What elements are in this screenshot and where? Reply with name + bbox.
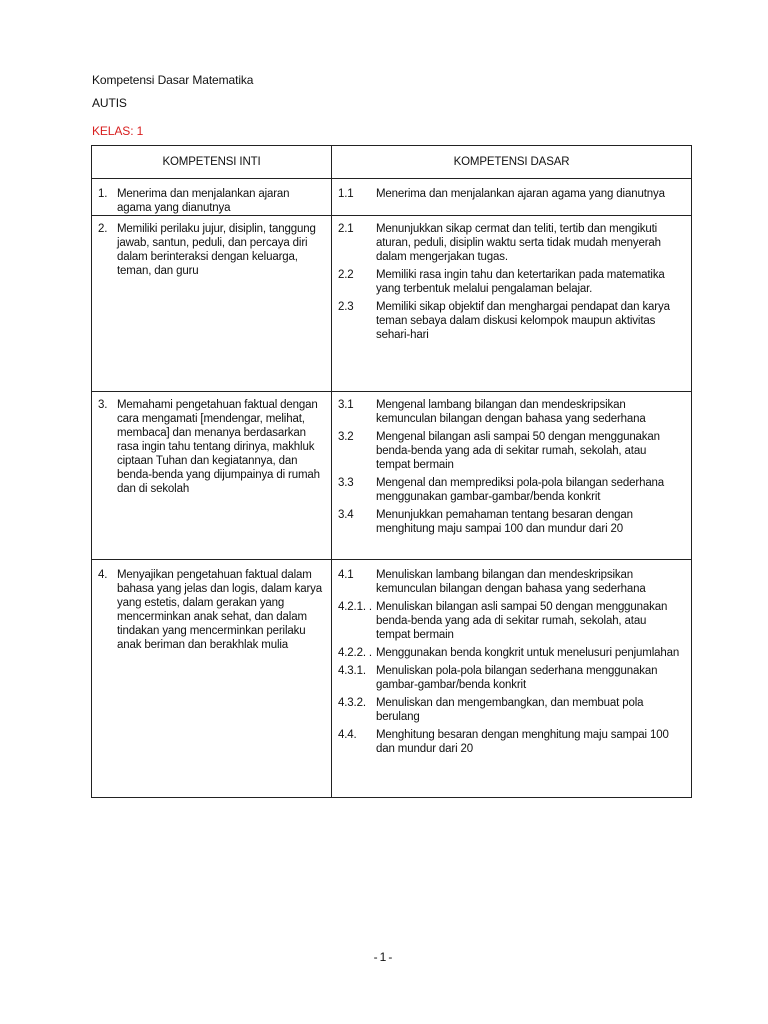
document-subtitle: AUTIS — [92, 96, 127, 110]
kd-number: 4.3.1. — [338, 665, 366, 677]
kd-item — [338, 430, 683, 472]
kd-number: 2.3 — [338, 301, 354, 313]
kd-item — [338, 696, 683, 724]
ki-text: Memiliki perilaku jujur, disiplin, tanggung jawab, santun, peduli, dan percaya diri dalam berinteraksi dengan keluarga, teman, dan guru — [117, 223, 316, 277]
kd-number: 4.4. — [338, 729, 357, 741]
kd-number: 3.2 — [338, 431, 354, 443]
kd-cell — [332, 560, 692, 798]
kd-text: Menunjukkan sikap cermat dan teliti, tertib dan mengikuti aturan, peduli, disiplin waktu serta tidak mudah menyerah dalam mengerjakan tugas. — [376, 223, 661, 263]
kd-text: Mengenal lambang bilangan dan mendeskripsikan kemunculan bilangan dengan bahasa yang sederhana — [376, 399, 646, 425]
ki-number: 3. — [98, 399, 108, 411]
kd-text: Memiliki rasa ingin tahu dan ketertarikan pada matematika yang terbentuk melalui pengalaman belajar. — [376, 269, 665, 295]
kd-item — [338, 300, 683, 342]
table-header-row — [92, 146, 692, 179]
kd-item — [338, 508, 683, 536]
kd-item — [338, 476, 683, 504]
ki-text: Menyajikan pengetahuan faktual dalam bahasa yang jelas dan logis, dalam karya yang estetis, dalam gerakan yang mencerminkan anak sehat, dan dalam tindakan yang mencerminkan perilaku anak beriman dan berakhlak mulia — [117, 569, 322, 651]
kd-text: Menghitung besaran dengan menghitung maju sampai 100 dan mundur dari 20 — [376, 729, 669, 755]
ki-cell — [92, 216, 332, 392]
kd-text: Mengenal dan memprediksi pola-pola bilangan sederhana menggunakan gambar-gambar/benda konkrit — [376, 477, 665, 503]
kd-text: Menerima dan menjalankan ajaran agama yang dianutnya — [376, 188, 665, 200]
column-header-ki: KOMPETENSI INTI — [92, 146, 332, 179]
kd-item — [338, 268, 683, 296]
kd-item — [338, 398, 683, 426]
kd-number: 4.1 — [338, 569, 354, 581]
kd-text: Mengenal bilangan asli sampai 50 dengan menggunakan benda-benda yang ada di sekitar rumah, sekolah, atau tempat bermain — [376, 431, 660, 471]
kd-item — [338, 187, 683, 201]
kd-item — [338, 664, 683, 692]
kd-cell — [332, 392, 692, 560]
kd-number: 2.2 — [338, 269, 354, 281]
ki-number: 2. — [98, 223, 108, 235]
table-row — [92, 216, 692, 392]
kd-text: Menuliskan pola-pola bilangan sederhana menggunakan gambar-gambar/benda konkrit — [376, 665, 658, 691]
kd-number: 4.2.2. . — [338, 647, 372, 659]
kd-number: 3.3 — [338, 477, 354, 489]
kd-item — [338, 222, 683, 264]
ki-cell — [92, 560, 332, 798]
competency-table — [91, 145, 692, 798]
ki-number: 4. — [98, 569, 108, 581]
document-title: Kompetensi Dasar Matematika — [92, 73, 254, 87]
kd-text: Memiliki sikap objektif dan menghargai pendapat dan karya teman sebaya dalam diskusi kelompok maupun aktivitas sehari-hari — [376, 301, 670, 341]
kd-text: Menunjukkan pemahaman tentang besaran dengan menghitung maju sampai 100 dan mundur dari 20 — [376, 509, 633, 535]
kd-number: 1.1 — [338, 188, 354, 200]
ki-text: Memahami pengetahuan faktual dengan cara mengamati [mendengar, melihat, membaca] dan menanya berdasarkan rasa ingin tahu tentang dirinya, makhluk ciptaan Tuhan dan kegiatannya, dan benda-benda yang dijumpainya di rumah dan di sekolah — [117, 399, 320, 495]
kd-item — [338, 646, 683, 660]
kd-text: Menuliskan dan mengembangkan, dan membuat pola berulang — [376, 697, 644, 723]
table-row — [92, 179, 692, 216]
kd-text: Menuliskan bilangan asli sampai 50 dengan menggunakan benda-benda yang ada di sekitar rumah, sekolah, atau tempat bermain — [376, 601, 668, 641]
kd-cell — [332, 216, 692, 392]
table-row — [92, 560, 692, 798]
kd-number: 4.2.1. . — [338, 601, 372, 613]
kd-number: 3.1 — [338, 399, 354, 411]
column-header-kd: KOMPETENSI DASAR — [332, 146, 692, 179]
ki-cell — [92, 392, 332, 560]
ki-text: Menerima dan menjalankan ajaran agama yang dianutnya — [117, 188, 290, 214]
kd-text: Menuliskan lambang bilangan dan mendeskripsikan kemunculan bilangan dengan bahasa yang sederhana — [376, 569, 646, 595]
kd-text: Menggunakan benda kongkrit untuk menelusuri penjumlahan — [376, 647, 680, 659]
ki-number: 1. — [98, 188, 108, 200]
kd-number: 3.4 — [338, 509, 354, 521]
ki-cell — [92, 179, 332, 216]
kd-cell — [332, 179, 692, 216]
page-number: -1- — [373, 950, 395, 964]
table-row — [92, 392, 692, 560]
class-label: KELAS: 1 — [92, 124, 144, 138]
kd-item — [338, 728, 683, 756]
kd-number: 2.1 — [338, 223, 354, 235]
kd-number: 4.3.2. — [338, 697, 366, 709]
kd-item — [338, 568, 683, 596]
kd-item — [338, 600, 683, 642]
